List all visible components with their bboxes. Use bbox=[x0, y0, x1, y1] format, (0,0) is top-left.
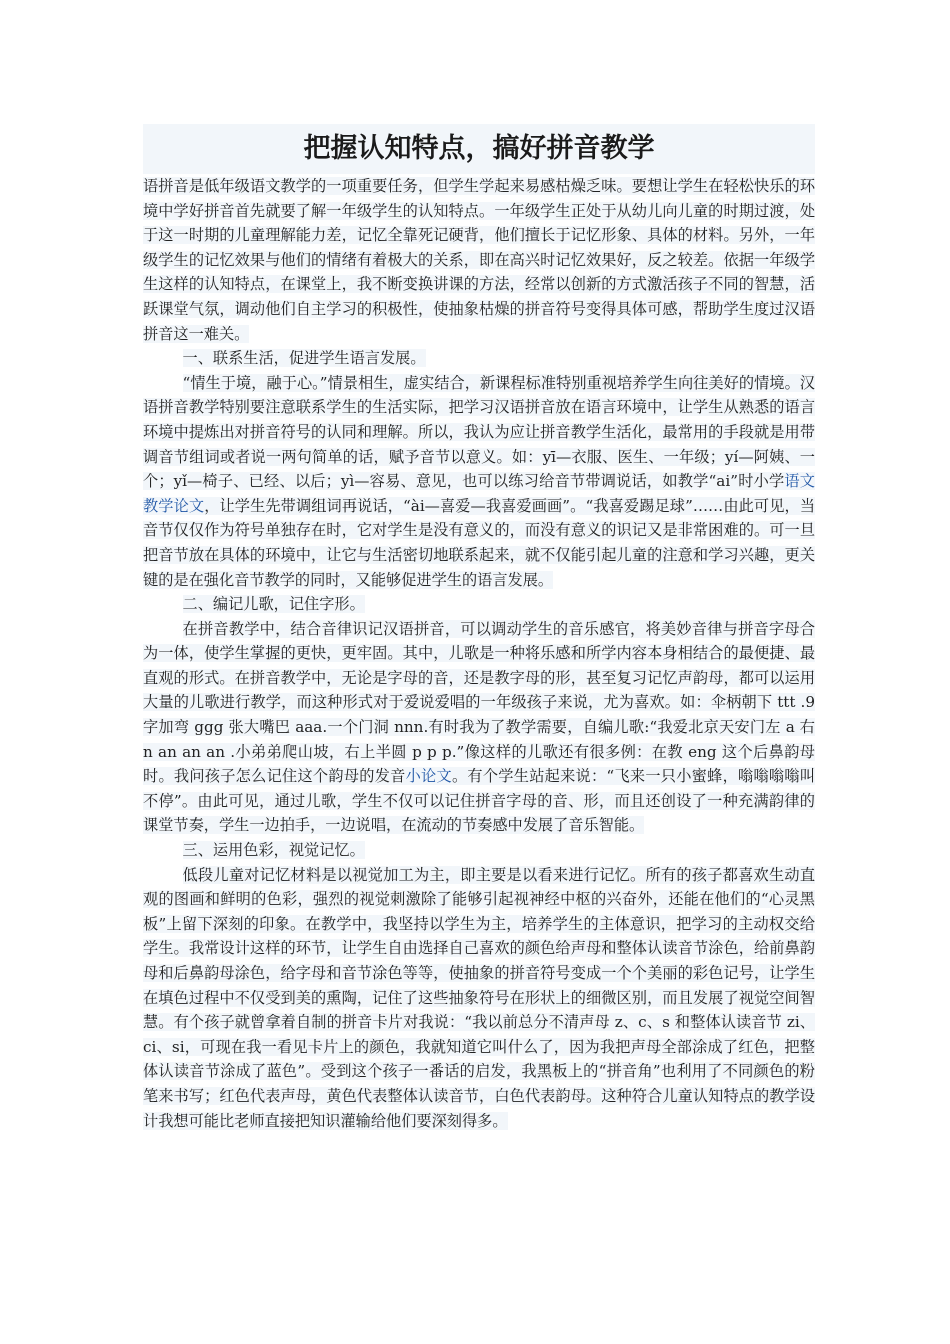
section-2-paragraph bbox=[143, 617, 815, 838]
document-body bbox=[143, 174, 815, 1133]
document-title: 把握认知特点，搞好拼音教学 bbox=[143, 124, 815, 174]
section-3-text: 低段儿童对记忆材料是以视觉加工为主，即主要是以看来进行记忆。所有的孩子都喜欢生动直观的图画和鲜明的色彩，强烈的视觉刺激除了能够引起视神经中枢的兴奋外，还能在他们的“心灵黑板”上留下深刻的印象。在教学中，我坚持以学生为主，培养学生的主体意识，把学习的主动权交给学生。我常设计这样的环节，让学生自由选择自己喜欢的颜色给声母和整体认读音节涂色，给前鼻韵母和后鼻韵母涂色，给字母和音节涂色等等，使抽象的拼音符号变成一个个美丽的彩色记号，让学生在填色过程中不仅受到美的熏陶，记住了这些抽象符号在形状上的细微区别，而且发展了视觉空间智慧。有个孩子就曾拿着自制的拼音卡片对我说：“我以前总分不清声母 z、c、s 和整体认读音节 zi、ci、si，可现在我一看见卡片上的颜色，我就知道它叫什么了，因为我把声母全部涂成了红色，把整体认读音节涂成了蓝色”。受到这个孩子一番话的启发，我黑板上的“拼音角”也利用了不同颜色的粉笔来书写；红色代表声母，黄色代表整体认读音节，白色代表韵母。这种符合儿童认知特点的教学设计我想可能比老师直接把知识灌输给他们要深刻得多。 bbox=[143, 865, 815, 1130]
section-2-text-b: 。有个学生站起来说：“飞来一只小蜜蜂，嗡嗡嗡嗡叫不停”。由此可见，通过儿歌，学生不仅可以记住拼音字母的音、形，而且还创设了一种充满韵律的课堂节奏，学生一边拍手，一边说唱，在流动的节奏感中发展了音乐智能。 bbox=[143, 767, 816, 835]
section-1-text-b: ，让学生先带调组词再说话，“ài—喜爱—我喜爱画画”。“我喜爱踢足球”……由此可见，当音节仅仅作为符号单独存在时，它对学生是没有意义的，而没有意义的识记又是非常困难的。可一旦把音节放在具体的环境中，让它与生活密切地联系起来，就不仅能引起儿童的注意和学习兴趣，更关键的是在强化音节教学的同时，又能够促进学生的语言发展。 bbox=[143, 496, 816, 589]
section-heading-2-text: 二、编记儿歌，记住字形。 bbox=[182, 595, 365, 614]
link-small-paper[interactable]: 小论文 bbox=[405, 767, 452, 786]
section-3-paragraph bbox=[143, 863, 815, 1134]
section-heading-3 bbox=[143, 838, 815, 863]
intro-text: 语拼音是低年级语文教学的一项重要任务，但学生学起来易感枯燥乏味。要想让学生在轻松快乐的环境中学好拼音首先就要了解一年级学生的认知特点。一年级学生正处于从幼儿向儿童的时期过渡，处于这一时期的儿童理解能力差，记忆全靠死记硬背，他们擅长于记忆形象、具体的材料。另外，一年级学生的记忆效果与他们的情绪有着极大的关系，即在高兴时记忆效果好，反之较差。依据一年级学生这样的认知特点，在课堂上，我不断变换讲课的方法，经常以创新的方式激活孩子不同的智慧，活跃课堂气氛，调动他们自主学习的积极性，使抽象枯燥的拼音符号变得具体可感，帮助学生度过汉语拼音这一难关。 bbox=[143, 177, 815, 343]
document-page bbox=[143, 124, 815, 1133]
section-1-text-a: “情生于境，融于心。”情景相生，虚实结合，新课程标准特别重视培养学生向往美好的情境。汉语拼音教学特别要注意联系学生的生活实际，把学习汉语拼音放在语言环境中，让学生从熟悉的语言环境中提炼出对拼音符号的认同和理解。所以，我认为应让拼音教学生活化，最常用的手段就是用带调音节组词或者说一两句简单的话，赋予音节以意义。如：yī—衣服、医生、一年级；yí—阿姨、一个；yǐ—椅子、已经、以后；yì—容易、意见，也可以练习给音节带调说话，如教学“ai”时小学 bbox=[143, 373, 815, 491]
section-heading-2 bbox=[143, 592, 815, 617]
section-heading-1 bbox=[143, 346, 815, 371]
section-heading-1-text: 一、联系生活，促进学生语言发展。 bbox=[182, 349, 426, 368]
intro-paragraph bbox=[143, 174, 815, 346]
link-chinese-teaching-paper[interactable]: 语文教学论文 bbox=[143, 472, 815, 515]
section-2-text-a: 在拼音教学中，结合音律识记汉语拼音，可以调动学生的音乐感官，将美妙音律与拼音字母合为一体，使学生掌握的更快，更牢固。其中，儿歌是一种将乐感和所学内容本身相结合的最便捷、最直观的形式。在拼音教学中，无论是字母的音，还是教字母的形，甚至复习记忆声韵母，都可以运用大量的儿歌进行教学，而这种形式对于爱说爱唱的一年级孩子来说，尤为喜欢。如：伞柄朝下 ttt .9 字加弯 ggg 张大嘴巴 aaa.一个门洞 nnn.有时我为了教学需要，自编儿歌:“我爱北京天安门左 a 右 n an an an .小弟弟爬山坡，右上半圆 p p p.”像这样的儿歌还有很多例：在教 eng 这个后鼻韵母时。我问孩子怎么记住这个韵母的发音 bbox=[143, 619, 815, 786]
section-heading-3-text: 三、运用色彩，视觉记忆。 bbox=[182, 841, 365, 860]
section-1-paragraph bbox=[143, 371, 815, 592]
